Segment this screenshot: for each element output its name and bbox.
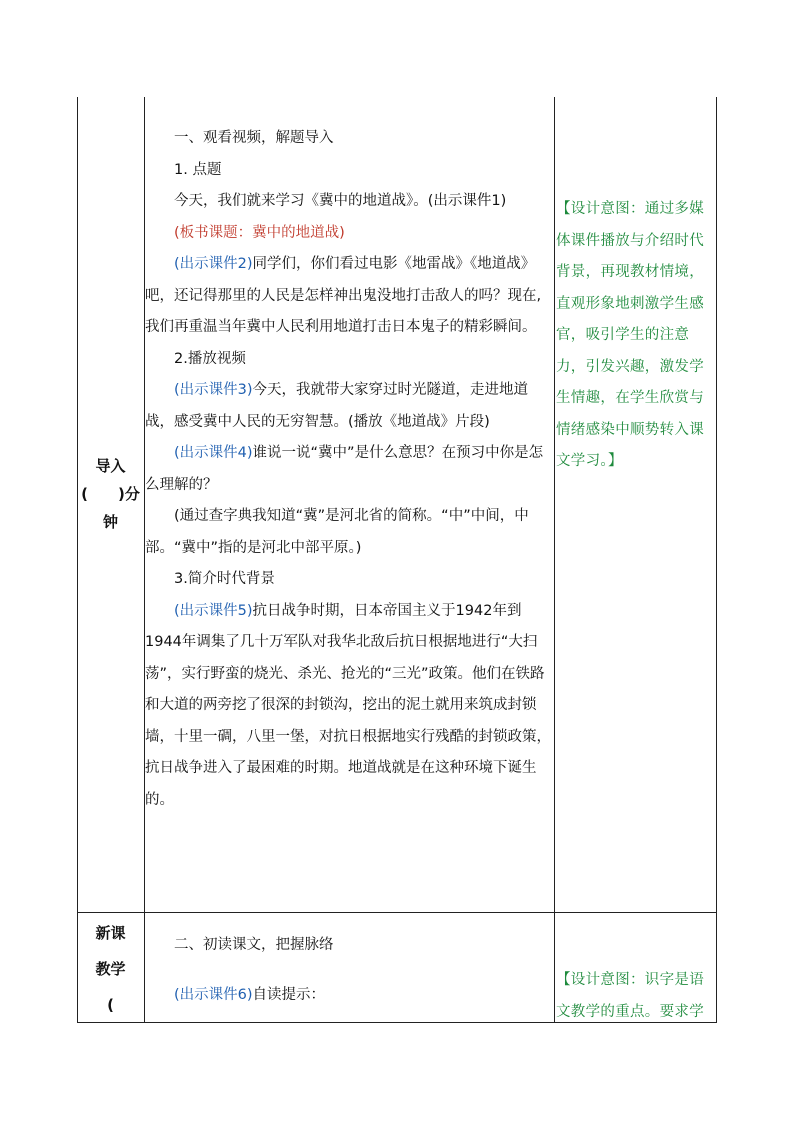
stage-label-intro [77,452,144,536]
courseware-ref: (出示课件6) [174,987,253,1003]
section-heading: 一、观看视频，解题导入 [174,130,334,146]
stage-label-line: ( [107,996,114,1014]
table-divider-intent [554,97,555,1023]
answer-paragraph: (通过查字典我知道“冀”是河北省的简称。“中”中间，中部。“冀中”指的是河北中部平原。) [145,508,529,556]
lesson-plan-table [77,97,717,1023]
table-border-bottom [77,1022,717,1023]
paragraph-text: 谁说一说“冀中”是什么意思？在预习中你是怎么理解的？ [145,445,544,493]
table-border-left [77,97,78,1023]
stage-label-line: ( )分 [81,485,140,503]
stage-label-line: 钟 [102,513,118,531]
paragraph-text: 抗日战争时期，日本帝国主义于1942年到1944年调集了几十万军队对我华北敌后抗日根据地进行“大扫荡”，实行野蛮的烧光、杀光、抢光的“三光”政策。他们在铁路和大道的两旁挖了很深的封锁沟，挖出的泥土就用来筑成封锁墙，十里一碉，八里一堡，对抗日根据地实行残酷的封锁政策，抗日战争进入了最困难的时期。地道战就是在这种环境下诞生的。 [145,602,551,808]
stage-label-line: 新课 [95,924,126,942]
stage-label-line: 教学 [95,960,126,978]
item-title: 2.播放视频 [174,350,246,367]
courseware-ref: (出示课件2) [174,256,253,272]
paragraph [145,375,551,438]
intro-content [145,123,551,816]
paragraph [145,249,551,344]
paragraph-text: 自读提示： [252,987,326,1003]
courseware-ref: (出示课件5) [174,602,253,619]
item-title: 3.简介时代背景 [174,571,275,587]
paragraph [145,970,551,1020]
paragraph-text: 今天，我们就来学习《冀中的地道战》。 [174,193,428,209]
courseware-ref: (出示课件1) [427,193,507,209]
design-intent-intro: 【设计意图：通过多媒体课件播放与介绍时代背景，再现教材情境，直观形象地刺激学生感官，吸引学生的注意力，引发兴趣，激发学生情趣，在学生欣赏与情绪感染中顺势转入课文学习。】 [556,201,704,469]
courseware-ref: (出示课件3) [174,382,253,398]
stage-label-line: 导入 [95,457,126,475]
new-lesson-content [145,920,551,1020]
row-divider [77,912,717,913]
stage-label-new-lesson [77,915,144,1023]
paragraph-text: 今天，我就带大家穿过时光隧道，走进地道战，感受冀中人民的无穷智慧。(播放《地道战》片段) [145,382,529,430]
paragraph [145,596,551,817]
design-intent-new-lesson: 【设计意图：识字是语文教学的重点。要求学 [556,972,704,1020]
paragraph [145,186,551,218]
item-title: 1. 点题 [174,161,222,178]
paragraph-text: 同学们，你们看过电影《地雷战》《地道战》吧，还记得那里的人民是怎样神出鬼没地打击敌人的吗？现在,我们再重温当年冀中人民利用地道打击日本鬼子的精彩瞬间。 [145,256,542,335]
paragraph [145,438,551,501]
section-heading: 二、初读课文，把握脉络 [174,937,334,953]
table-border-right [716,97,717,1023]
board-title-note: (板书课题：冀中的地道战) [174,224,345,241]
courseware-ref: (出示课件4) [174,445,253,461]
